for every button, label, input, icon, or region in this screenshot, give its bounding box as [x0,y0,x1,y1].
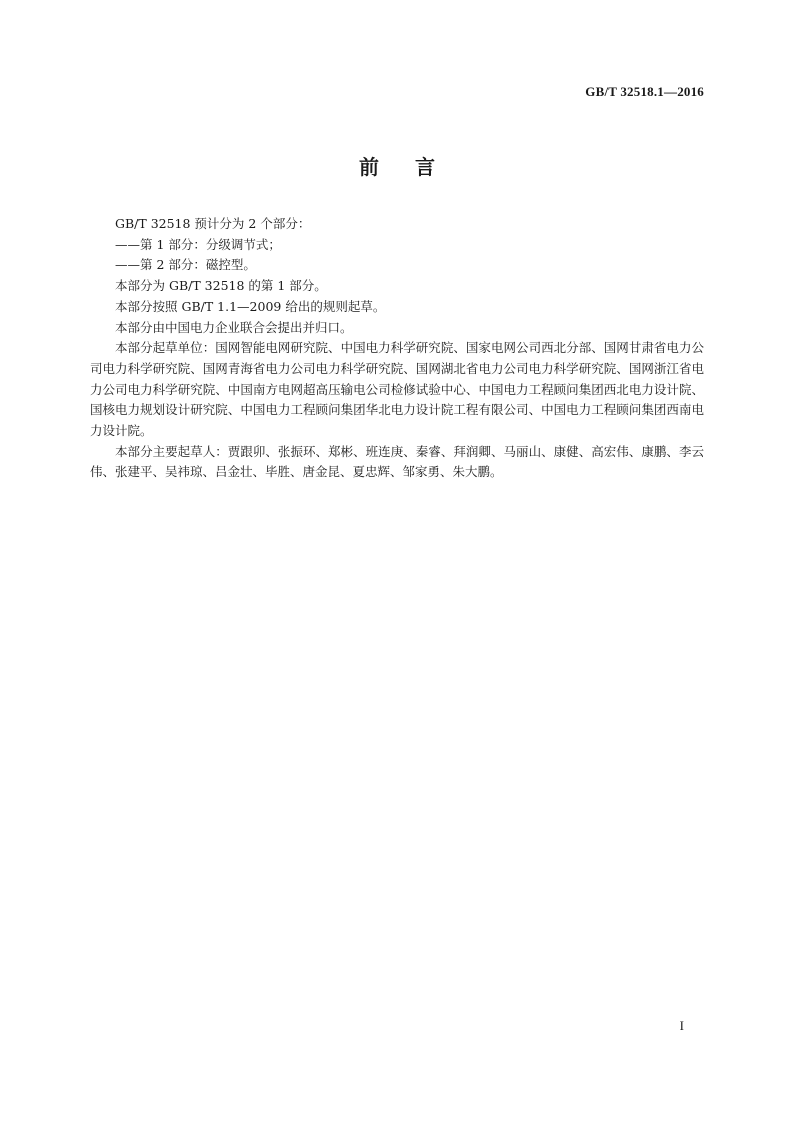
standard-code: GB/T 32518.1—2016 [585,84,704,99]
paragraph: 本部分由中国电力企业联合会提出并归口。 [115,319,353,335]
page-title: 前言 [359,155,471,179]
paragraph: GB/T 32518 预计分为 2 个部分： [115,216,311,231]
paragraph: 本部分按照 GB/T 1.1—2009 给出的规则起草。 [115,298,386,314]
drafting-units-paragraph: 本部分起草单位：国网智能电网研究院、中国电力科学研究院、国家电网公司西北分部、国网甘肃省电力公司电力科学研究院、国网青海省电力公司电力科学研究院、国网湖北省电力公司电力科学研究院、国网浙江省电力公司电力科学研究院、中国南方电网超高压输电公司检修试验中心、中国电力工程顾问集团西北电力设计院、国核电力规划设计研究院、中国电力工程顾问集团华北电力设计院工程有限公司、中国电力工程顾问集团西南电力设计院。 [90,340,704,439]
list-item: ——第 2 部分：磁控型。 [115,257,256,273]
page-number: I [679,1018,684,1033]
list-item: ——第 1 部分：分级调节式； [115,236,281,252]
foreword-body [90,214,704,483]
drafters-paragraph: 本部分主要起草人：贾跟卯、张振环、郑彬、班连庚、秦睿、拜润卿、马丽山、康健、高宏伟、康鹏、李云伟、张建平、吴祎琼、吕金壮、毕胜、唐金昆、夏忠辉、邹家勇、朱大鹏。 [90,443,704,480]
paragraph: 本部分为 GB/T 32518 的第 1 部分。 [115,278,327,294]
